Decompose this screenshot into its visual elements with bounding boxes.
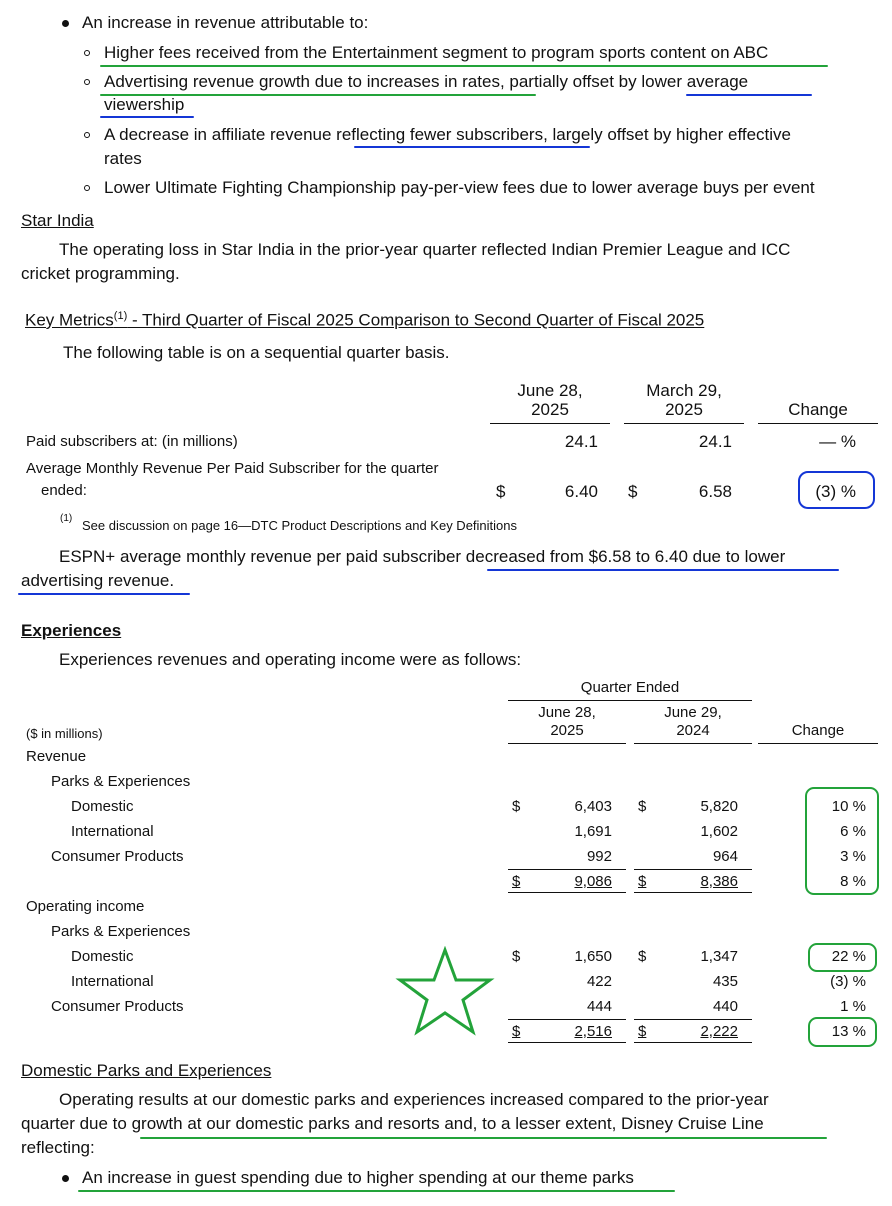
exp-total-rule — [634, 1042, 752, 1043]
km-col2-header-l1: March 29, — [646, 381, 722, 400]
km-change-header: Change — [788, 400, 848, 419]
exp-row-label: Parks & Experiences — [51, 923, 191, 940]
km-row1-label: Paid subscribers at: (in millions) — [26, 433, 238, 450]
exp-col2-header-l2: 2024 — [676, 722, 710, 739]
espn-para-2: advertising revenue. — [21, 571, 175, 590]
exp-oi-change: (3) % — [830, 973, 866, 990]
exp-header-rule — [508, 743, 626, 744]
domestic-parks-bullet: An increase in guest spending due to higher spending at our theme parks — [82, 1168, 634, 1187]
star-india-para-1: The operating loss in Star India in the prior-year quarter reflected Indian Premier League and ICC — [59, 240, 791, 259]
exp-units: ($ in millions) — [26, 726, 103, 741]
bullet-icon — [62, 20, 69, 27]
km-header-rule — [758, 423, 878, 424]
revenue-item-2: Advertising revenue growth due to increases in rates, partially offset by lower average — [104, 72, 749, 91]
exp-rev-change: 10 % — [831, 798, 866, 815]
highlight-underline — [100, 116, 194, 118]
exp-rev-v2: 5,820 — [700, 798, 738, 815]
exp-rev-change: 6 % — [840, 823, 866, 840]
exp-header-rule — [634, 743, 752, 744]
exp-col2-header-l1: June 29, — [664, 704, 722, 721]
km-col1-header-l1: June 28, — [517, 381, 583, 400]
exp-oi-change: 22 % — [831, 948, 866, 965]
km-footnote: See discussion on page 16—DTC Product Descriptions and Key Definitions — [82, 518, 518, 533]
highlight-box — [808, 943, 877, 972]
exp-row-label: Consumer Products — [51, 998, 184, 1015]
exp-change-header: Change — [791, 722, 845, 739]
exp-dollar: $ — [638, 948, 647, 965]
exp-rev-total-v1: 9,086 — [574, 873, 612, 890]
exp-dollar: $ — [638, 798, 647, 815]
key-metrics-intro: The following table is on a sequential quarter basis. — [63, 343, 450, 362]
exp-dollar: $ — [512, 1023, 521, 1040]
bullet-icon — [62, 1175, 69, 1182]
exp-dollar: $ — [512, 873, 521, 890]
km-footnote-mark: (1) — [60, 513, 73, 524]
exp-rev-v1: 6,403 — [574, 798, 612, 815]
experiences-intro: Experiences revenues and operating income were as follows: — [59, 650, 522, 669]
exp-dollar: $ — [638, 1023, 647, 1040]
highlight-box — [805, 787, 879, 895]
exp-oi-label: Operating income — [26, 898, 145, 915]
key-metrics-heading-pre: Key Metrics — [25, 310, 114, 330]
exp-dollar: $ — [512, 798, 521, 815]
exp-sum-rule — [634, 869, 752, 870]
km-row2-label-1: Average Monthly Revenue Per Paid Subscriber for the quarter — [26, 460, 439, 477]
highlight-underline — [487, 569, 839, 571]
exp-rev-total-change: 8 % — [840, 873, 866, 890]
exp-total-rule — [508, 1042, 626, 1043]
highlight-box — [798, 471, 875, 509]
highlight-underline — [100, 94, 536, 96]
exp-dollar: $ — [512, 948, 521, 965]
highlight-underline — [18, 593, 190, 595]
revenue-item-3-cont: rates — [104, 149, 142, 168]
sub-bullet-icon — [84, 50, 90, 56]
exp-revenue-label: Revenue — [26, 748, 87, 765]
exp-rev-total-v2: 8,386 — [700, 873, 738, 890]
domestic-parks-para-3: reflecting: — [21, 1138, 95, 1157]
key-metrics-footnote-ref: (1) — [113, 310, 128, 322]
km-col1-header-l2: 2025 — [531, 400, 569, 419]
exp-oi-v2: 440 — [712, 998, 738, 1015]
exp-oi-v2: 1,347 — [700, 948, 738, 965]
exp-row-label: International — [71, 823, 154, 840]
revenue-intro: An increase in revenue attributable to: — [82, 13, 369, 32]
exp-oi-v1: 422 — [586, 973, 612, 990]
exp-row-label: Parks & Experiences — [51, 773, 191, 790]
exp-oi-total-v2: 2,222 — [700, 1023, 738, 1040]
exp-row-label: Domestic — [71, 798, 134, 815]
highlight-underline — [140, 1137, 827, 1139]
km-header-rule — [490, 423, 610, 424]
km-row2-label-2: ended: — [41, 482, 87, 499]
revenue-item-1: Higher fees received from the Entertainment segment to program sports content on ABC — [104, 43, 769, 62]
key-metrics-heading — [25, 310, 704, 331]
sub-bullet-icon — [84, 185, 90, 191]
key-metrics-heading-post: - Third Quarter of Fiscal 2025 Comparison to Second Quarter of Fiscal 2025 — [127, 310, 705, 330]
exp-oi-total-change: 13 % — [831, 1023, 866, 1040]
exp-dollar: $ — [638, 873, 647, 890]
exp-sum-rule — [508, 869, 626, 870]
exp-rev-change: 3 % — [840, 848, 866, 865]
espn-para-1: ESPN+ average monthly revenue per paid subscriber decreased from $6.58 to 6.40 due to lower — [59, 547, 786, 566]
exp-oi-change: 1 % — [840, 998, 866, 1015]
exp-sum-rule — [508, 1019, 626, 1020]
exp-total-rule — [634, 892, 752, 893]
domestic-parks-heading: Domestic Parks and Experiences — [21, 1061, 272, 1080]
star-india-heading: Star India — [21, 211, 94, 230]
highlight-underline — [354, 146, 590, 148]
exp-quarter-ended: Quarter Ended — [580, 679, 680, 696]
revenue-item-3: A decrease in affiliate revenue reflecting fewer subscribers, largely offset by higher effective — [104, 125, 791, 144]
exp-sum-rule — [634, 1019, 752, 1020]
km-row2-change: (3) % — [815, 482, 856, 501]
exp-oi-total-v1: 2,516 — [574, 1023, 612, 1040]
exp-rev-v2: 1,602 — [700, 823, 738, 840]
highlight-underline — [78, 1190, 675, 1192]
km-row2-dollar: $ — [496, 482, 506, 501]
exp-rev-v2: 964 — [712, 848, 738, 865]
exp-row-label: Consumer Products — [51, 848, 184, 865]
km-col2-header-l2: 2025 — [665, 400, 703, 419]
exp-rev-v1: 992 — [586, 848, 612, 865]
km-row1-change: — % — [819, 432, 856, 451]
exp-oi-v2: 435 — [712, 973, 738, 990]
exp-col1-header-l1: June 28, — [538, 704, 596, 721]
sub-bullet-icon — [84, 79, 90, 85]
domestic-parks-para-2: quarter due to growth at our domestic parks and resorts and, to a lesser extent, Disney Cruise Line — [21, 1114, 764, 1133]
km-row2-v1: 6.40 — [564, 482, 598, 501]
highlight-underline — [686, 94, 812, 96]
revenue-item-4: Lower Ultimate Fighting Championship pay-per-view fees due to lower average buys per event — [104, 178, 815, 197]
km-row1-v2: 24.1 — [698, 432, 732, 451]
exp-oi-v1: 1,650 — [574, 948, 612, 965]
domestic-parks-para-1: Operating results at our domestic parks and experiences increased compared to the prior-year — [59, 1090, 769, 1109]
exp-oi-v1: 444 — [586, 998, 612, 1015]
exp-row-label: International — [71, 973, 154, 990]
exp-col1-header-l2: 2025 — [550, 722, 584, 739]
experiences-heading: Experiences — [21, 621, 122, 640]
km-row1-v1: 24.1 — [564, 432, 598, 451]
highlight-box — [808, 1017, 877, 1047]
km-row2-v2: 6.58 — [698, 482, 732, 501]
star-india-para-2: cricket programming. — [21, 264, 180, 283]
km-row2-dollar-2: $ — [628, 482, 638, 501]
sub-bullet-icon — [84, 132, 90, 138]
highlight-underline — [100, 65, 828, 67]
revenue-item-2-cont: viewership — [104, 95, 185, 114]
exp-quarter-rule — [508, 700, 752, 701]
km-header-rule — [624, 423, 744, 424]
exp-total-rule — [508, 892, 626, 893]
exp-rev-v1: 1,691 — [574, 823, 612, 840]
exp-header-rule — [758, 743, 878, 744]
star-icon — [395, 946, 495, 1038]
exp-row-label: Domestic — [71, 948, 134, 965]
